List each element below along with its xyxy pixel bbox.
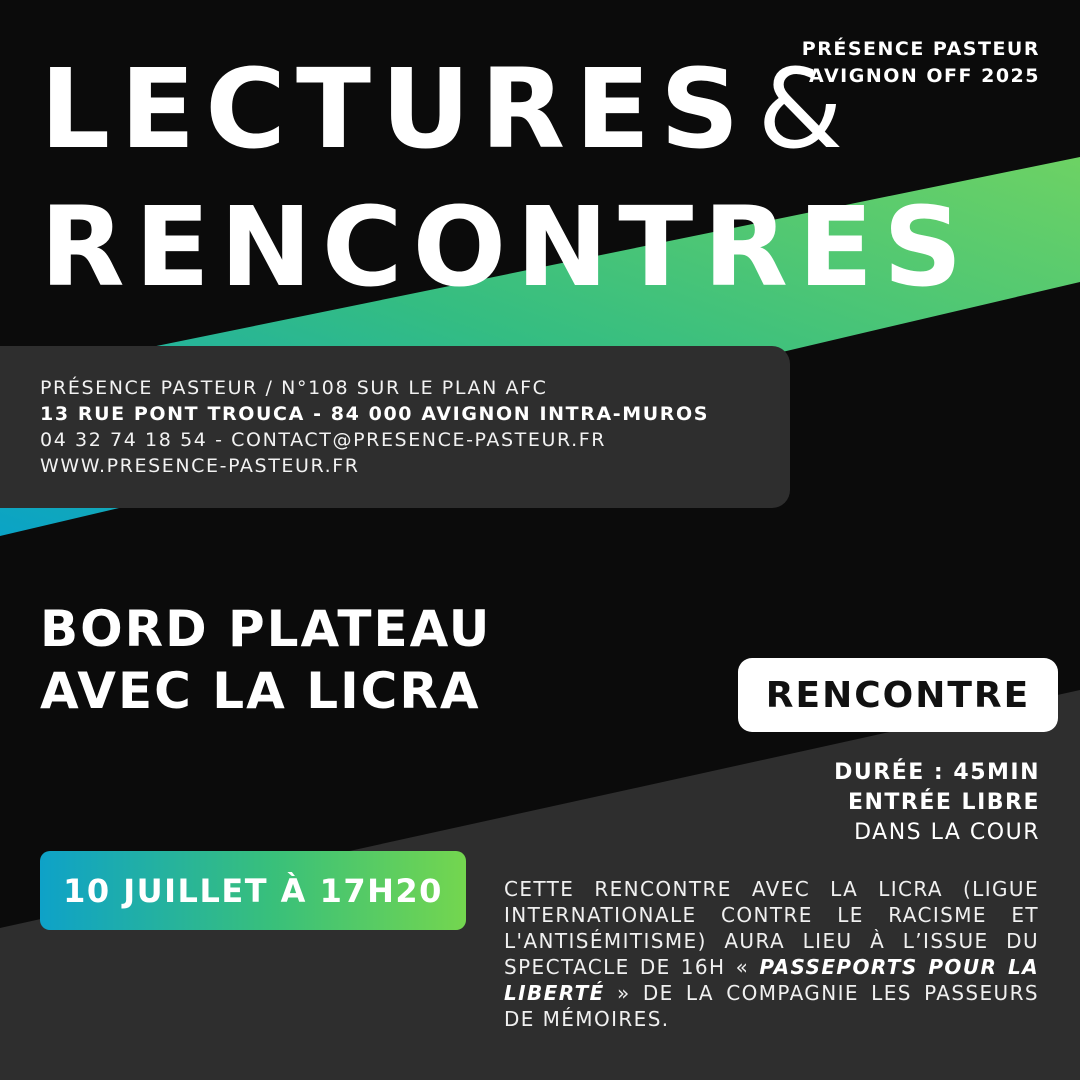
- street-address: 13 RUE PONT TROUCA - 84 000 AVIGNON INTRA-MUROS: [40, 403, 710, 425]
- contact-phone-email[interactable]: 04 32 74 18 54 - CONTACT@PRESENCE-PASTEUR.FR: [40, 429, 607, 451]
- event-type-badge: RENCONTRE: [738, 658, 1058, 732]
- event-title-line-1: BORD PLATEAU: [40, 600, 492, 658]
- organizer-name: PRÉSENCE PASTEUR: [801, 38, 1040, 60]
- title-line-2: RENCONTRES: [40, 183, 973, 311]
- event-details: [834, 758, 1040, 848]
- address-panel: [0, 346, 790, 508]
- event-description: [504, 876, 1039, 1032]
- show-title: PASSEPORTS POUR LA LIBERTÉ: [504, 955, 1040, 1005]
- description-outro: » DE LA COMPAGNIE LES PASSEURS DE MÉMOIRES.: [504, 981, 1039, 1031]
- event-location: DANS LA COUR: [854, 820, 1040, 845]
- event-title: [40, 598, 491, 722]
- main-title: [40, 40, 972, 316]
- event-title-line-2: AVEC LA LICRA: [40, 662, 481, 720]
- event-date-pill: 10 JUILLET À 17H20: [40, 851, 466, 930]
- website-link[interactable]: WWW.PRESENCE-PASTEUR.FR: [40, 455, 360, 477]
- title-line-1: [40, 40, 972, 178]
- event-duration: DURÉE : 45MIN: [834, 760, 1040, 785]
- venue-plan-number: PRÉSENCE PASTEUR / N°108 SUR LE PLAN AFC: [40, 377, 548, 399]
- title-ampersand: &: [757, 45, 854, 173]
- festival-edition: AVIGNON OFF 2025: [809, 65, 1040, 87]
- event-entry: ENTRÉE LIBRE: [847, 790, 1040, 815]
- description-intro: CETTE RENCONTRE AVEC LA LICRA (LIGUE INTERNATIONALE CONTRE LE RACISME ET L'ANTISÉMITISME) AURA LIEU À L’ISSUE DU SPECTACLE DE 16H «: [504, 877, 1039, 979]
- title-word-lectures: LECTURES: [40, 45, 750, 173]
